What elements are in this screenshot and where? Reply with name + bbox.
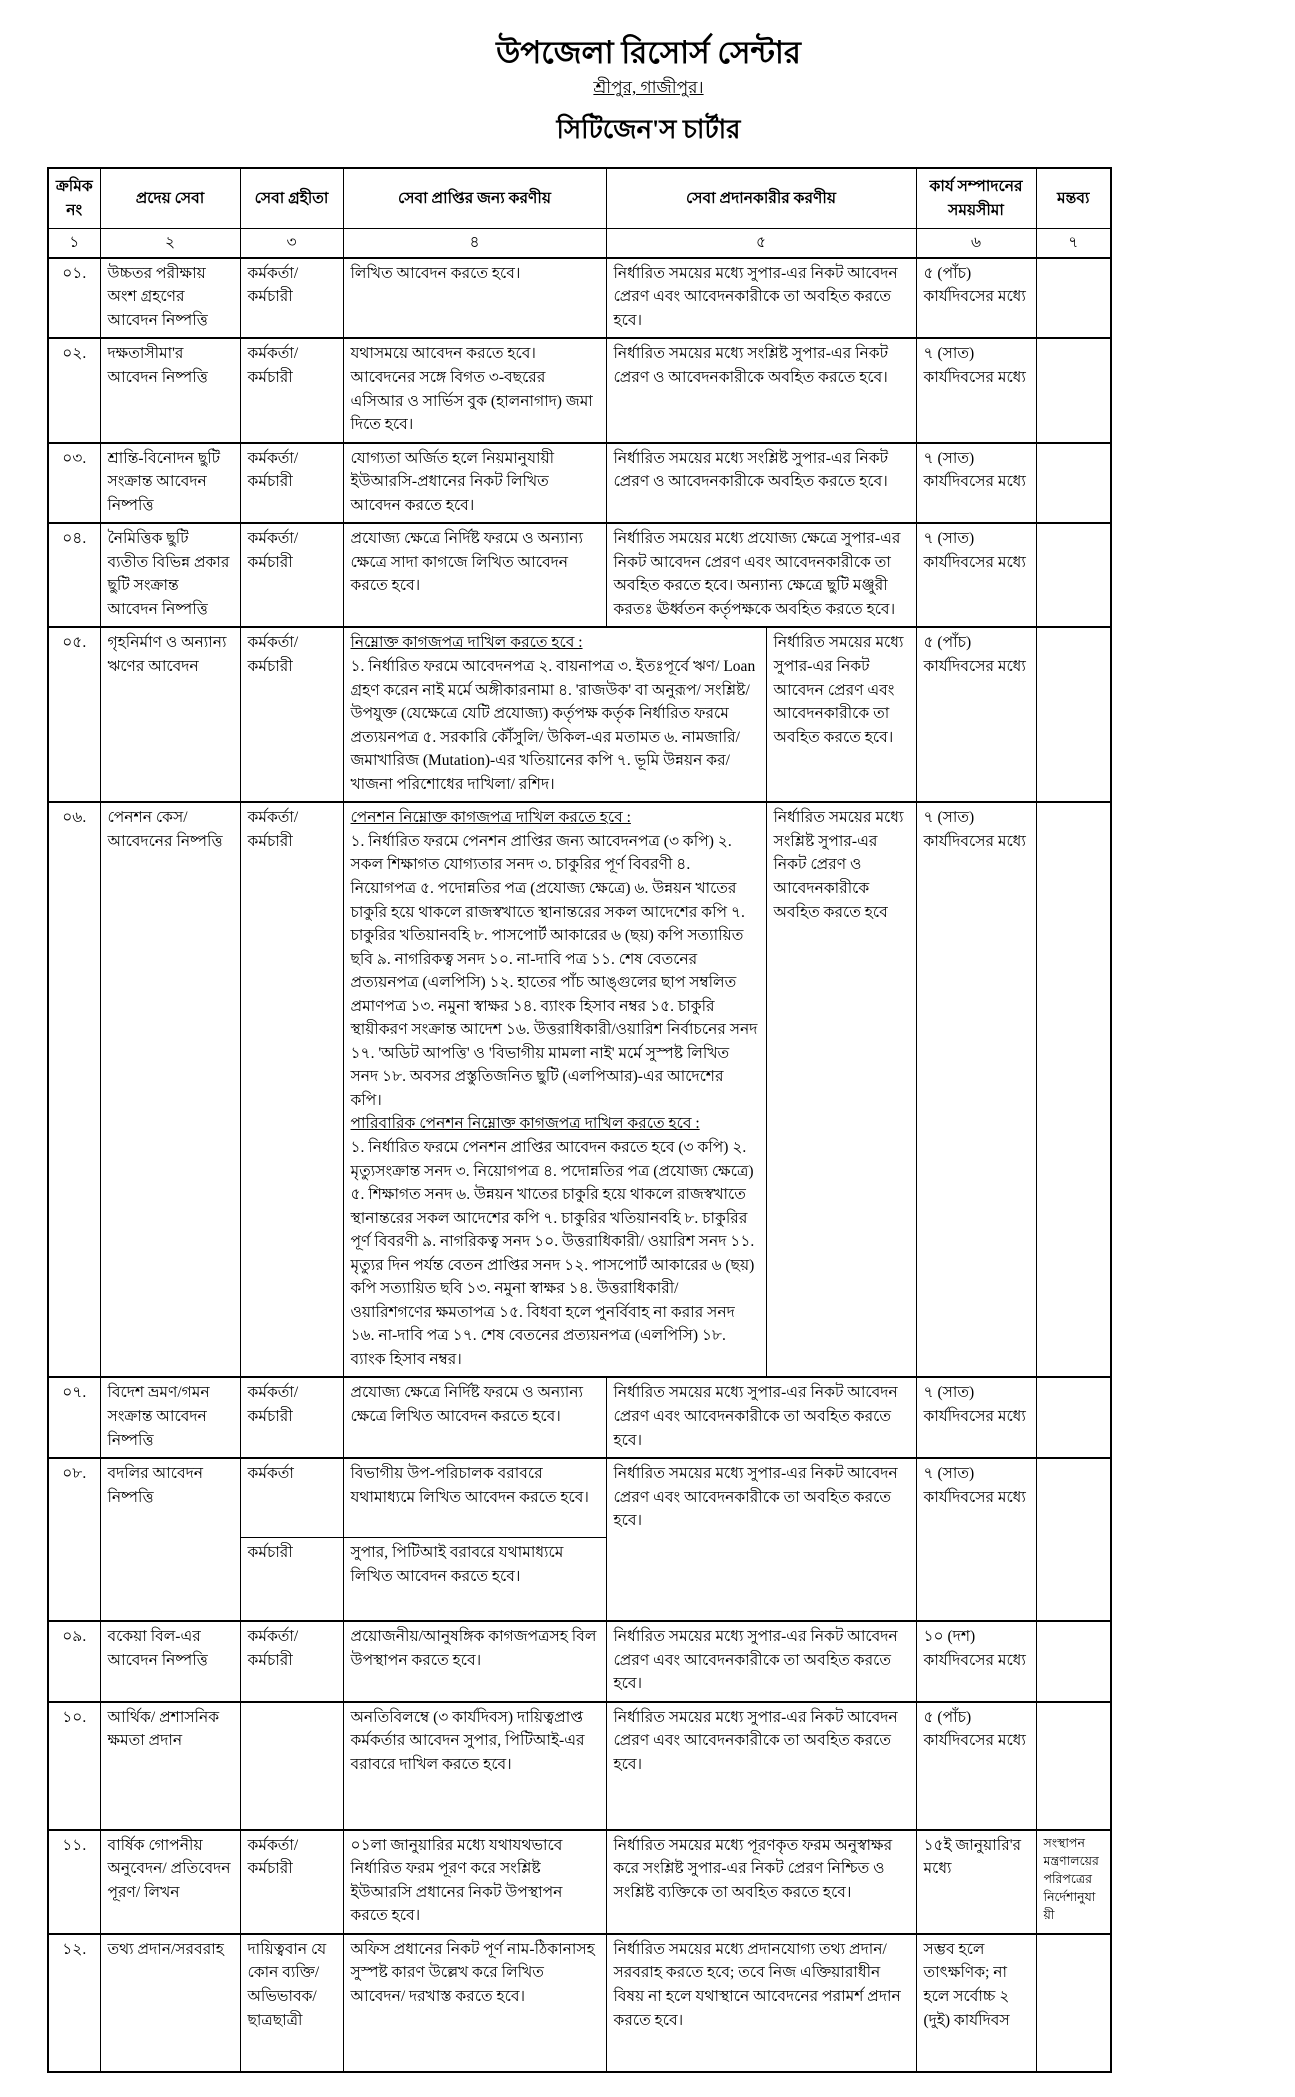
recipient-cell: কর্মকর্তা/কর্মচারী bbox=[240, 627, 343, 802]
col-number: ৫ bbox=[606, 229, 916, 258]
table-row bbox=[48, 1934, 1111, 2072]
remark-cell bbox=[1036, 1934, 1111, 2072]
col-number: ১ bbox=[48, 229, 100, 258]
action-cell: যোগ্যতা অর্জিত হলে নিয়মানুযায়ী ইউআরসি-প্রধানের নিকট লিখিত আবেদন করতে হবে। bbox=[343, 443, 606, 524]
time-cell: ৭ (সাত) কার্যদিবসের মধ্যে bbox=[916, 338, 1036, 442]
remark-cell: সংস্থাপন মন্ত্রণালয়ের পরিপত্রের নির্দেশানুযায়ী bbox=[1036, 1830, 1111, 1934]
recipient-cell: কর্মকর্তা/কর্মচারী bbox=[240, 523, 343, 627]
action-cell bbox=[343, 627, 766, 802]
remark-cell bbox=[1036, 338, 1111, 442]
service-cell: বার্ষিক গোপনীয় অনুবেদন/ প্রতিবেদন পূরণ/ লিখন bbox=[100, 1830, 240, 1934]
action-body-family-pension: ১. নির্ধারিত ফরমে পেনশন প্রাপ্তির আবেদন করতে হবে (৩ কপি) ২. মৃত্যুসংক্রান্ত সনদ ৩. নিয়োগপত্র ৪. পদোন্নতির পত্র (প্রযোজ্য ক্ষেত্রে) ৫. শিক্ষাগত সনদ ৬. উন্নয়ন খাতের চাকুরি হয়ে থাকলে রাজস্বখাতে স্থানান্তরের সকল আদেশের কপি ৭. চাকুরির খতিয়ানবহি ৮. চাকুরির পূর্ণ বিবরণী ৯. নাগরিকত্ব সনদ ১০. উত্তরাধিকারী/ ওয়ারিশ সনদ ১১. মৃত্যুর দিন পর্যন্ত বেতন প্রাপ্তির সনদ ১২. পাসপোর্ট আকারের ৬ (ছয়) কপি সত্যায়িত ছবি ১৩. নমুনা স্বাক্ষর ১৪. উত্তরাধিকারী/ ওয়ারিশগণের ক্ষমতাপত্র ১৫. বিধবা হলে পুনর্বিবাহ না করার সনদ ১৬. না-দাবি পত্র ১৭. শেষ বেতনের প্রত্যয়নপত্র (এলপিসি) ১৮. ব্যাংক হিসাব নম্বর। bbox=[350, 1138, 755, 1368]
recipient-cell: কর্মকর্তা/কর্মচারী bbox=[240, 1621, 343, 1702]
provider-cell: নির্ধারিত সময়ের মধ্যে সুপার-এর নিকট আবেদন প্রেরণ এবং আবেদনকারীকে তা অবহিত করতে হবে। bbox=[606, 258, 916, 339]
remark-cell bbox=[1036, 1621, 1111, 1702]
table-row bbox=[48, 1830, 1111, 1934]
provider-cell: নির্ধারিত সময়ের মধ্যে সুপার-এর নিকট আবেদন প্রেরণ এবং আবেদনকারীকে তা অবহিত করতে হবে। bbox=[766, 627, 916, 802]
action-cell: সুপার, পিটিআই বরাবরে যথামাধ্যমে লিখিত আবেদন করতে হবে। bbox=[343, 1538, 606, 1622]
table-row bbox=[48, 338, 1111, 442]
remark-cell bbox=[1036, 523, 1111, 627]
service-cell: আর্থিক/ প্রশাসনিক ক্ষমতা প্রদান bbox=[100, 1702, 240, 1830]
provider-cell: নির্ধারিত সময়ের মধ্যে প্রযোজ্য ক্ষেত্রে সুপার-এর নিকট আবেদন প্রেরণ এবং আবেদনকারীকে তা অবহিত করতে হবে। অন্যান্য ক্ষেত্রে ছুটি মঞ্জুরী করতঃ ঊর্ধ্বতন কর্তৃপক্ষকে অবহিত করতে হবে। bbox=[606, 523, 916, 627]
action-cell bbox=[343, 802, 766, 1377]
table-row bbox=[48, 1458, 1111, 1538]
time-cell: ৫ (পাঁচ) কার্যদিবসের মধ্যে bbox=[916, 258, 1036, 339]
serial-cell: ০৭. bbox=[48, 1377, 100, 1458]
col-header-service: প্রদেয় সেবা bbox=[100, 168, 240, 229]
recipient-cell: দায়িত্ববান যে কোন ব্যক্তি/ অভিভাবক/ছাত্রছাত্রী bbox=[240, 1934, 343, 2072]
action-cell: যথাসময়ে আবেদন করতে হবে। আবেদনের সঙ্গে বিগত ৩-বছরের এসিআর ও সার্ভিস বুক (হালনাগাদ) জমা দিতে হবে। bbox=[343, 338, 606, 442]
table-row bbox=[48, 1702, 1111, 1830]
remark-cell bbox=[1036, 1702, 1111, 1830]
time-cell: ৫ (পাঁচ) কার্যদিবসের মধ্যে bbox=[916, 627, 1036, 802]
action-cell: ০১লা জানুয়ারির মধ্যে যথাযথভাবে নির্ধারিত ফরম পূরণ করে সংশ্লিষ্ট ইউআরসি প্রধানের নিকট উপস্থাপন করতে হবে। bbox=[343, 1830, 606, 1934]
time-cell: ৭ (সাত) কার্যদিবসের মধ্যে bbox=[916, 802, 1036, 1377]
service-cell: বিদেশ ভ্রমণ/গমন সংক্রান্ত আবেদন নিষ্পত্তি bbox=[100, 1377, 240, 1458]
remark-cell bbox=[1036, 1458, 1111, 1621]
citizens-charter-table bbox=[47, 167, 1112, 2073]
service-cell: গৃহনির্মাণ ও অন্যান্য ঋণের আবেদন bbox=[100, 627, 240, 802]
service-cell: তথ্য প্রদান/সরবরাহ bbox=[100, 1934, 240, 2072]
provider-cell: নির্ধারিত সময়ের মধ্যে সুপার-এর নিকট আবেদন প্রেরণ এবং আবেদনকারীকে তা অবহিত করতে হবে। bbox=[606, 1377, 916, 1458]
col-number: ৭ bbox=[1036, 229, 1111, 258]
col-number: ৪ bbox=[343, 229, 606, 258]
charter-heading: সিটিজেন'স চার্টার bbox=[556, 115, 741, 145]
provider-cell: নির্ধারিত সময়ের মধ্যে সংশ্লিষ্ট সুপার-এর নিকট প্রেরণ ও আবেদনকারীকে অবহিত করতে হবে। bbox=[606, 338, 916, 442]
time-cell: ৭ (সাত) কার্যদিবসের মধ্যে bbox=[916, 443, 1036, 524]
time-cell: ১০ (দশ) কার্যদিবসের মধ্যে bbox=[916, 1621, 1036, 1702]
action-heading-pension: পেনশন নিম্নোক্ত কাগজপত্র দাখিল করতে হবে : bbox=[350, 809, 631, 827]
provider-cell: নির্ধারিত সময়ের মধ্যে পূরণকৃত ফরম অনুস্বাক্ষর করে সংশ্লিষ্ট সুপার-এর নিকট প্রেরণ নিশ্চিত ও সংশ্লিষ্ট ব্যক্তিকে তা অবহিত করতে হবে। bbox=[606, 1830, 916, 1934]
serial-cell: ১০. bbox=[48, 1702, 100, 1830]
table-row bbox=[48, 802, 1111, 1377]
remark-cell bbox=[1036, 627, 1111, 802]
page-subtitle-text: শ্রীপুর, গাজীপুর। bbox=[593, 78, 704, 98]
provider-cell: নির্ধারিত সময়ের মধ্যে প্রদানযোগ্য তথ্য প্রদান/ সরবরাহ করতে হবে; তবে নিজ এক্তিয়ারাধীন বিষয় না হলে যথাস্থানে আবেদনের পরামর্শ প্রদান করতে হবে। bbox=[606, 1934, 916, 2072]
service-cell: দক্ষতাসীমা'র আবেদন নিষ্পত্তি bbox=[100, 338, 240, 442]
table-row bbox=[48, 523, 1111, 627]
serial-cell: ০৮. bbox=[48, 1458, 100, 1621]
service-cell: শ্রান্তি-বিনোদন ছুটি সংক্রান্ত আবেদন নিষ্পত্তি bbox=[100, 443, 240, 524]
col-header-serial: ক্রমিক নং bbox=[48, 168, 100, 229]
table-header-row bbox=[48, 168, 1111, 229]
serial-cell: ০৪. bbox=[48, 523, 100, 627]
time-cell: ৭ (সাত) কার্যদিবসের মধ্যে bbox=[916, 1458, 1036, 1621]
provider-cell: নির্ধারিত সময়ের মধ্যে সুপার-এর নিকট আবেদন প্রেরণ এবং আবেদনকারীকে তা অবহিত করতে হবে। bbox=[606, 1702, 916, 1830]
recipient-cell: কর্মকর্তা/কর্মচারী bbox=[240, 338, 343, 442]
action-cell: অনতিবিলম্বে (৩ কার্যদিবস) দায়িত্বপ্রাপ্ত কর্মকর্তার আবেদন সুপার, পিটিআই-এর বরাবরে দাখিল করতে হবে। bbox=[343, 1702, 606, 1830]
recipient-cell: কর্মকর্তা/কর্মচারী bbox=[240, 802, 343, 1377]
service-cell: উচ্চতর পরীক্ষায় অংশ গ্রহণের আবেদন নিষ্পত্তি bbox=[100, 258, 240, 339]
serial-cell: ০৬. bbox=[48, 802, 100, 1377]
col-header-time: কার্য সম্পাদনের সময়সীমা bbox=[916, 168, 1036, 229]
provider-cell: নির্ধারিত সময়ের মধ্যে সংশ্লিষ্ট সুপার-এর নিকট প্রেরণ ও আবেদনকারীকে অবহিত করতে হবে bbox=[766, 802, 916, 1377]
serial-cell: ০৩. bbox=[48, 443, 100, 524]
service-cell: বদলির আবেদন নিষ্পত্তি bbox=[100, 1458, 240, 1621]
time-cell: ১৫ই জানুয়ারি'র মধ্যে bbox=[916, 1830, 1036, 1934]
serial-cell: ১১. bbox=[48, 1830, 100, 1934]
remark-cell bbox=[1036, 258, 1111, 339]
recipient-cell: কর্মকর্তা/কর্মচারী bbox=[240, 1377, 343, 1458]
time-cell: ৭ (সাত) কার্যদিবসের মধ্যে bbox=[916, 1377, 1036, 1458]
page-title: উপজেলা রিসোর্স সেন্টার bbox=[496, 35, 801, 70]
table-row bbox=[48, 1377, 1111, 1458]
action-cell: প্রয়োজনীয়/আনুষঙ্গিক কাগজপত্রসহ বিল উপস্থাপন করতে হবে। bbox=[343, 1621, 606, 1702]
table-row bbox=[48, 1621, 1111, 1702]
col-header-action: সেবা প্রাপ্তির জন্য করণীয় bbox=[343, 168, 606, 229]
table-row bbox=[48, 258, 1111, 339]
serial-cell: ০২. bbox=[48, 338, 100, 442]
page-subtitle bbox=[47, 75, 1250, 103]
recipient-cell: কর্মচারী bbox=[240, 1538, 343, 1622]
recipient-cell: কর্মকর্তা bbox=[240, 1458, 343, 1538]
col-number: ৬ bbox=[916, 229, 1036, 258]
table-row bbox=[48, 627, 1111, 802]
serial-cell: ০৯. bbox=[48, 1621, 100, 1702]
provider-cell: নির্ধারিত সময়ের মধ্যে সুপার-এর নিকট আবেদন প্রেরণ এবং আবেদনকারীকে তা অবহিত করতে হবে। bbox=[606, 1621, 916, 1702]
time-cell: ৫ (পাঁচ) কার্যদিবসের মধ্যে bbox=[916, 1702, 1036, 1830]
remark-cell bbox=[1036, 443, 1111, 524]
action-body-pension: ১. নির্ধারিত ফরমে পেনশন প্রাপ্তির জন্য আবেদনপত্র (৩ কপি) ২. সকল শিক্ষাগত যোগ্যতার সনদ ৩. চাকুরির পূর্ণ বিবরণী ৪. নিয়োগপত্র ৫. পদোন্নতির পত্র (প্রযোজ্য ক্ষেত্রে) ৬. উন্নয়ন খাতের চাকুরি হয়ে থাকলে রাজস্বখাতে স্থানান্তরের সকল আদেশের কপি ৭. চাকুরির খতিয়ানবহি ৮. পাসপোর্ট আকারের ৬ (ছয়) কপি সত্যায়িত ছবি ৯. নাগরিকত্ব সনদ ১০. না-দাবি পত্র ১১. শেষ বেতনের প্রত্যয়নপত্র (এলপিসি) ১২. হাতের পাঁচ আঙ্গুলের ছাপ সম্বলিত প্রমাণপত্র ১৩. নমুনা স্বাক্ষর ১৪. ব্যাংক হিসাব নম্বর ১৫. চাকুরি স্থায়ীকরণ সংক্রান্ত আদেশ ১৬. উত্তরাধিকারী/ওয়ারিশ নির্বাচনের সনদ ১৭. 'অডিট আপত্তি' ও 'বিভাগীয় মামলা নাই' মর্মে সুস্পষ্ট লিখিত সনদ ১৮. অবসর প্রস্তুতিজনিত ছুটি (এলপিআর)-এর আদেশের কপি। bbox=[350, 832, 758, 1109]
col-header-remark: মন্তব্য bbox=[1036, 168, 1111, 229]
time-cell: সম্ভব হলে তাৎক্ষণিক; না হলে সর্বোচ্চ ২ (দুই) কার্যদিবস bbox=[916, 1934, 1036, 2072]
recipient-cell: কর্মকর্তা/কর্মচারী bbox=[240, 1830, 343, 1934]
action-heading-family-pension: পারিবারিক পেনশন নিম্নোক্ত কাগজপত্র দাখিল করতে হবে : bbox=[350, 1115, 700, 1133]
remark-cell bbox=[1036, 802, 1111, 1377]
service-cell: নৈমিত্তিক ছুটি ব্যতীত বিভিন্ন প্রকার ছুটি সংক্রান্ত আবেদন নিষ্পত্তি bbox=[100, 523, 240, 627]
action-cell: বিভাগীয় উপ-পরিচালক বরাবরে যথামাধ্যমে লিখিত আবেদন করতে হবে। bbox=[343, 1458, 606, 1538]
col-header-provider: সেবা প্রদানকারীর করণীয় bbox=[606, 168, 916, 229]
table-row bbox=[48, 443, 1111, 524]
serial-cell: ১২. bbox=[48, 1934, 100, 2072]
serial-cell: ০১. bbox=[48, 258, 100, 339]
remark-cell bbox=[1036, 1377, 1111, 1458]
serial-cell: ০৫. bbox=[48, 627, 100, 802]
recipient-cell: কর্মকর্তা/কর্মচারী bbox=[240, 443, 343, 524]
service-cell: পেনশন কেস/ আবেদনের নিষ্পত্তি bbox=[100, 802, 240, 1377]
col-number: ৩ bbox=[240, 229, 343, 258]
action-cell: অফিস প্রধানের নিকট পূর্ণ নাম-ঠিকানাসহ সুস্পষ্ট কারণ উল্লেখ করে লিখিত আবেদন/ দরখাস্ত করতে হবে। bbox=[343, 1934, 606, 2072]
col-header-recipient: সেবা গ্রহীতা bbox=[240, 168, 343, 229]
col-number: ২ bbox=[100, 229, 240, 258]
provider-cell: নির্ধারিত সময়ের মধ্যে সংশ্লিষ্ট সুপার-এর নিকট প্রেরণ ও আবেদনকারীকে অবহিত করতে হবে। bbox=[606, 443, 916, 524]
recipient-cell bbox=[240, 1702, 343, 1830]
action-body: ১. নির্ধারিত ফরমে আবেদনপত্র ২. বায়নাপত্র ৩. ইতঃপূর্বে ঋণ/ Loan গ্রহণ করেন নাই মর্মে অঙ্গীকারনামা ৪. 'রাজউক' বা অনুরূপ/ সংশ্লিষ্ট/ উপযুক্ত (যেক্ষেত্রে যেটি প্রযোজ্য) কর্তৃপক্ষ কর্তৃক নির্ধারিত ফরমে প্রত্যয়নপত্র ৫. সরকারি কৌঁসুলি/ উকিল-এর মতামত ৬. নামজারি/জমাখারিজ (Mutation)-এর খতিয়ানের কপি ৭. ভূমি উন্নয়ন কর/ খাজনা পরিশোধের দাখিলা/ রশিদ। bbox=[350, 658, 756, 793]
action-heading: নিম্নোক্ত কাগজপত্র দাখিল করতে হবে : bbox=[350, 634, 583, 652]
action-cell: প্রযোজ্য ক্ষেত্রে নির্দিষ্ট ফরমে ও অন্যান্য ক্ষেত্রে সাদা কাগজে লিখিত আবেদন করতে হবে। bbox=[343, 523, 606, 627]
action-cell: লিখিত আবেদন করতে হবে। bbox=[343, 258, 606, 339]
provider-cell: নির্ধারিত সময়ের মধ্যে সুপার-এর নিকট আবেদন প্রেরণ এবং আবেদনকারীকে তা অবহিত করতে হবে। bbox=[606, 1458, 916, 1621]
service-cell: বকেয়া বিল-এর আবেদন নিষ্পত্তি bbox=[100, 1621, 240, 1702]
column-number-row bbox=[48, 229, 1111, 258]
time-cell: ৭ (সাত) কার্যদিবসের মধ্যে bbox=[916, 523, 1036, 627]
action-cell: প্রযোজ্য ক্ষেত্রে নির্দিষ্ট ফরমে ও অন্যান্য ক্ষেত্রে লিখিত আবেদন করতে হবে। bbox=[343, 1377, 606, 1458]
recipient-cell: কর্মকর্তা/কর্মচারী bbox=[240, 258, 343, 339]
